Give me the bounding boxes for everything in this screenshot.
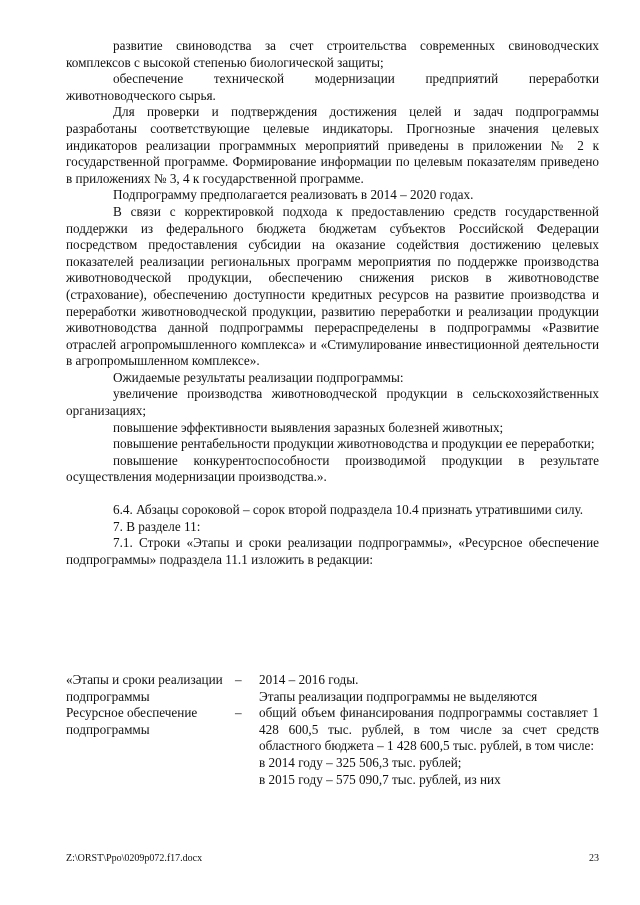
row-line: Этапы реализации подпрограммы не выделяются [259,688,538,704]
row-content [259,705,599,788]
paragraph: В связи с корректировкой подхода к предоставлению средств государственной поддержки из федерального бюджета бюджетам субъектов Российской Федерации посредством предоставления субсидии на оказание содействия достижению целевых показателей реализации региональных программ мероприятия по поддержке производства животноводческой продукции, обеспечению снижения рисков в животноводстве (страхование), обеспечению доступности кредитных ресурсов на развитие производства и переработки животноводческой продукции, развитию переработки и реализации продукции животноводства данной подпрограммы перераспределены в подпрограммы «Развитие отраслей агропромышленного комплекса» и «Стимулирование инвестиционной деятельности в агропромышленном комплексе». [66,203,599,369]
row-dash: – [235,672,242,687]
paragraph: увеличение производства животноводческой продукции в сельскохозяйственных организациях; [66,386,599,419]
amendment-paragraph: 7.1. Строки «Этапы и сроки реализации подпрограммы», «Ресурсное обеспечение подпрограммы» подраздела 11.1 изложить в редакции: [66,535,599,567]
row-line: в 2014 году – 325 506,3 тыс. рублей; [259,754,462,770]
row-label: «Этапы и сроки реализации подпрограммы [66,672,223,704]
row-content [259,672,599,705]
table-row [66,705,599,788]
row-line: в 2015 году – 575 090,7 тыс. рублей, из них [259,771,501,787]
file-path: Z:\ORST\Ppo\0209p072.f17.docx [66,853,203,864]
paragraph: повышение эффективности выявления заразных болезней животных; [113,419,504,435]
row-label: Ресурсное обеспечение подпрограммы [66,705,198,737]
table-row [66,672,599,705]
paragraph: Ожидаемые результаты реализации подпрограммы: [113,369,404,385]
amendment-paragraph: 7. В разделе 11: [113,518,201,534]
paragraph: повышение рентабельности продукции животноводства и продукции ее переработки; [113,436,595,452]
paragraph: Для проверки и подтверждения достижения целей и задач подпрограммы разработаны соответствующие целевые индикаторы. Прогнозные значения целевых индикаторов реализации программных мероприятий приведены в приложении № 2 к государственной программе. Формирование информации по целевым показателям приведено в приложениях № 3, 4 к государственной программе. [66,104,599,186]
paragraph: обеспечение технической модернизации предприятий переработки животноводческого сырья. [66,71,599,103]
page-number: 23 [589,853,599,864]
page-footer [66,853,599,864]
paragraph: повышение конкурентоспособности производимой продукции в результате осуществления модернизации производства.». [66,452,599,485]
row-dash: – [235,705,242,721]
subprogram-table [66,672,599,788]
amendment-paragraph: 6.4. Абзацы сороковой – сорок второй подраздела 10.4 признать утратившими силу. [113,502,584,518]
paragraph: развитие свиноводства за счет строительства современных свиноводческих комплексов с высокой степенью биологической защиты; [66,38,599,70]
paragraph-gap [66,486,599,502]
row-line: общий объем финансирования подпрограммы составляет 1 428 600,5 тыс. рублей, в том числе за счет средств областного бюджета – 1 428 600,5 тыс. рублей, в том числе: [259,705,599,754]
document-body [66,38,599,568]
paragraph: Подпрограмму предполагается реализовать в 2014 – 2020 годах. [113,187,474,203]
row-line: 2014 – 2016 годы. [259,672,359,687]
